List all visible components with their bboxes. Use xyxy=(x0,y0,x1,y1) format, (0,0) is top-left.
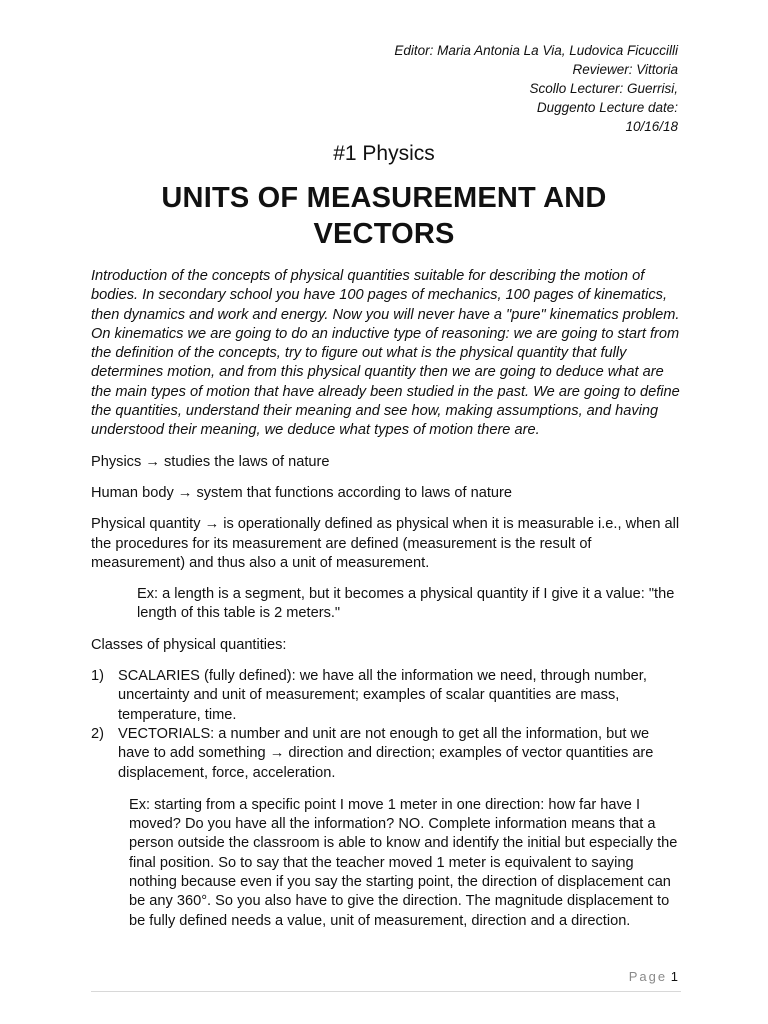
page-label: Page xyxy=(628,969,668,984)
list-item xyxy=(91,667,681,725)
classes-heading: Classes of physical quantities: xyxy=(91,636,287,653)
header-reviewer: Reviewer: Vittoria xyxy=(572,62,678,77)
footer-divider xyxy=(91,991,681,992)
page-number: 1 xyxy=(670,969,678,984)
header-editor: Editor: Maria Antonia La Via, Ludovica Ficuccilli xyxy=(394,43,678,58)
page-number-footer xyxy=(629,969,678,984)
document-header xyxy=(258,41,678,136)
intro-paragraph: Introduction of the concepts of physical quantities suitable for describing the motion of bodies. In secondary school you have 100 pages of mechanics, 100 pages of kinematics, then dynamics and work and energy. Now you will never have a "pure" kinematics problem. On kinematics we are going to do an inductive type of reasoning: we are going to start from the definition of the concepts, try to figure out what is the physical quantity that fully determines motion, and from this physical quantity then we are going to deduce what are the main types of motion that have already been studied in the past. We are going to define the quantities, understand their meaning and see how, making assumptions, and having understood their meaning, we deduce what types of motion there are. xyxy=(91,268,680,439)
header-lecture-date-label: Duggento Lecture date: xyxy=(536,100,678,115)
human-body-definition: Human body → system that functions according to laws of nature xyxy=(91,484,512,501)
document-title: UNITS OF MEASUREMENT AND VECTORS xyxy=(161,182,607,250)
list-number: 1) xyxy=(91,668,104,685)
classes-list xyxy=(91,667,681,783)
header-date: 10/16/18 xyxy=(625,119,678,134)
physics-definition: Physics → studies the laws of nature xyxy=(91,453,330,470)
example-displacement: Ex: starting from a specific point I move 1 meter in one direction: how far have I moved? Do you have all the information? NO. Complete information means that a person outside the classroom is able to know and identify the initial but especially the final position. So to say that the teacher moved 1 meter is equivalent to saying nothing because even if you say the starting point, the direction of displacement can be any 360°. So you also have to give the direction. The magnitude displacement to be fully defined needs a value, unit of measurement, direction and a direction. xyxy=(129,796,678,929)
list-item xyxy=(91,725,681,783)
list-number: 2) xyxy=(91,725,104,742)
header-lecturer: Scollo Lecturer: Guerrisi, xyxy=(529,81,678,96)
example-length: Ex: a length is a segment, but it becomes a physical quantity if I give it a value: "the length of this table is 2 meters." xyxy=(137,586,675,622)
document-body xyxy=(91,267,681,931)
list-item-text: VECTORIALS: a number and unit are not enough to get all the information, but we have to add something → direction and direction; examples of vector quantities are displacement, force, acceleration. xyxy=(118,725,654,781)
physical-quantity-definition: Physical quantity → is operationally defined as physical when it is measurable i.e., when all the procedures for its measurement are defined (measurement is the result of measurement) and thus also a unit of measurement. xyxy=(91,516,680,571)
document-number: #1 Physics xyxy=(333,142,435,165)
list-item-text: SCALARIES (fully defined): we have all the information we need, through number, uncertainty and unit of measurement; examples of scalar quantities are mass, temperature, time. xyxy=(118,668,647,723)
